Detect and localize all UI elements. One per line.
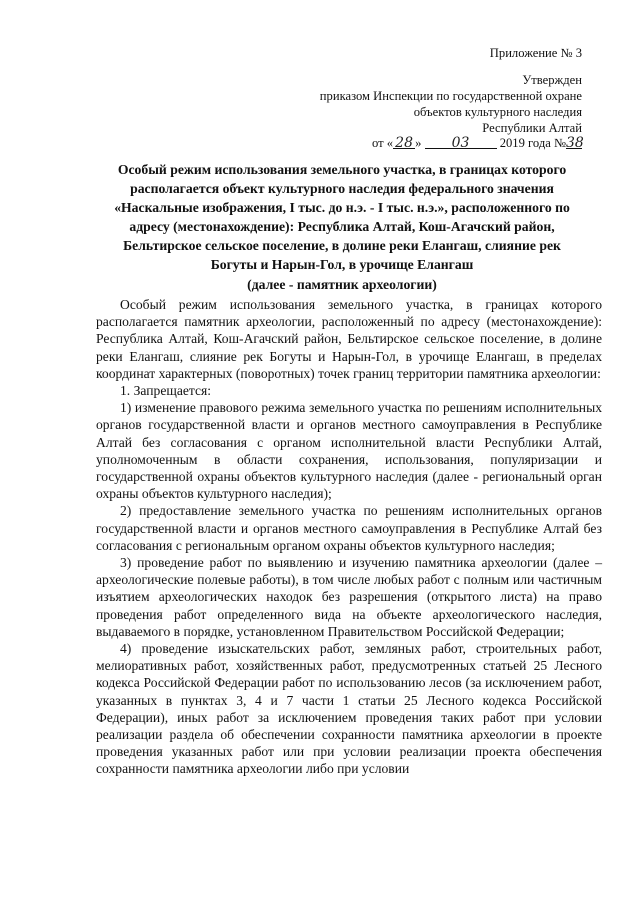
handwritten-month: 03 [425, 136, 497, 149]
date-mid: » [415, 136, 422, 150]
date-prefix: от « [372, 136, 394, 150]
approval-line-1: приказом Инспекции по государственной охране [319, 89, 582, 103]
list-item: 3) проведение работ по выявлению и изучению памятника археологии (далее – археологические полевые работы), в том числе любых работ с полным или частичным изъятием археологических находок без разрешения (открытого листа) на право проведения работ определенного вида на объекте археологического наследия, выдаваемого в порядке, установленном Правительством Российской Федерации; [96, 555, 602, 639]
approval-line-2: объектов культурного наследия [413, 105, 582, 119]
title-line: адресу (местонахождение): Республика Алтай, Кош-Агачский район, [129, 219, 555, 235]
annex-label: Приложение № 3 [489, 46, 582, 60]
list-item: 1) изменение правового режима земельного участка по решениям исполнительных органов государственной власти и органов местного самоуправления в Республике Алтай без согласования с органом исполнительной власти Республики Алтай, уполномоченным в области сохранения, использования, популяризации и государственной охраны объектов культурного наследия (далее - региональный орган охраны объектов культурного наследия); [96, 400, 602, 502]
title-line: «Наскальные изображения, I тыс. до н.э. - I тыс. н.э.», расположенного по [114, 200, 570, 216]
title-line: располагается объект культурного наследия федерального значения [130, 181, 554, 197]
title-line: Особый режим использования земельного участка, в границах которого [117, 162, 567, 177]
list-item: 4) проведение изыскательских работ, земляных работ, строительных работ, мелиоративных работ, хозяйственных работ, предусмотренных статьей 25 Лесного кодекса Российской Федерации работ по использованию лесов (за исключением работ, указанных в пунктах 3, 4 и 7 части 1 статьи 25 Лесного кодекса Российской Федерации), иных работ за исключением проведения таких работ при условии реализации раздела об обеспечении сохранности памятника археологии в проекте проведения указанных работ или при условии реализации проекта обеспечения сохранности памятника археологии либо при условии [96, 641, 602, 777]
title-line: Бельтирское сельское поселение, в долине реки Елангаш, слияние рек [123, 238, 561, 254]
approval-line-3: Республики Алтай [482, 121, 582, 135]
title-line: Богуты и Нарын-Гол, в урочище Елангаш [210, 257, 474, 273]
approval-block [252, 0, 582, 150]
intro-paragraph: Особый режим использования земельного участка, в границах которого располагается памятник археологии, расположенный по адресу (местонахождение): Республика Алтай, Кош-Агачский район, Бельтирское сельское поселение, в долине реки Елангаш, слияние рек Богуты и Нарын-Гол, в урочище Елангаш, в пределах координат характерных (поворотных) точек границ территории памятника археологии: [96, 297, 602, 381]
handwritten-day: 28 [393, 136, 415, 149]
document-title [82, 160, 602, 294]
handwritten-number: 38 [566, 135, 584, 151]
document-body [96, 296, 602, 778]
title-line: (далее - памятник археологии) [247, 276, 437, 292]
date-year: 2019 года № [499, 136, 566, 150]
list-item: 2) предоставление земельного участка по решениям исполнительных органов государственной власти и органов местного самоуправления в Республике Алтай без согласования с региональным органом охраны объектов культурного наследия; [96, 503, 602, 553]
approval-date-line [372, 136, 582, 152]
approved-label: Утвержден [522, 73, 582, 87]
section-heading: 1. Запрещается: [120, 383, 212, 399]
